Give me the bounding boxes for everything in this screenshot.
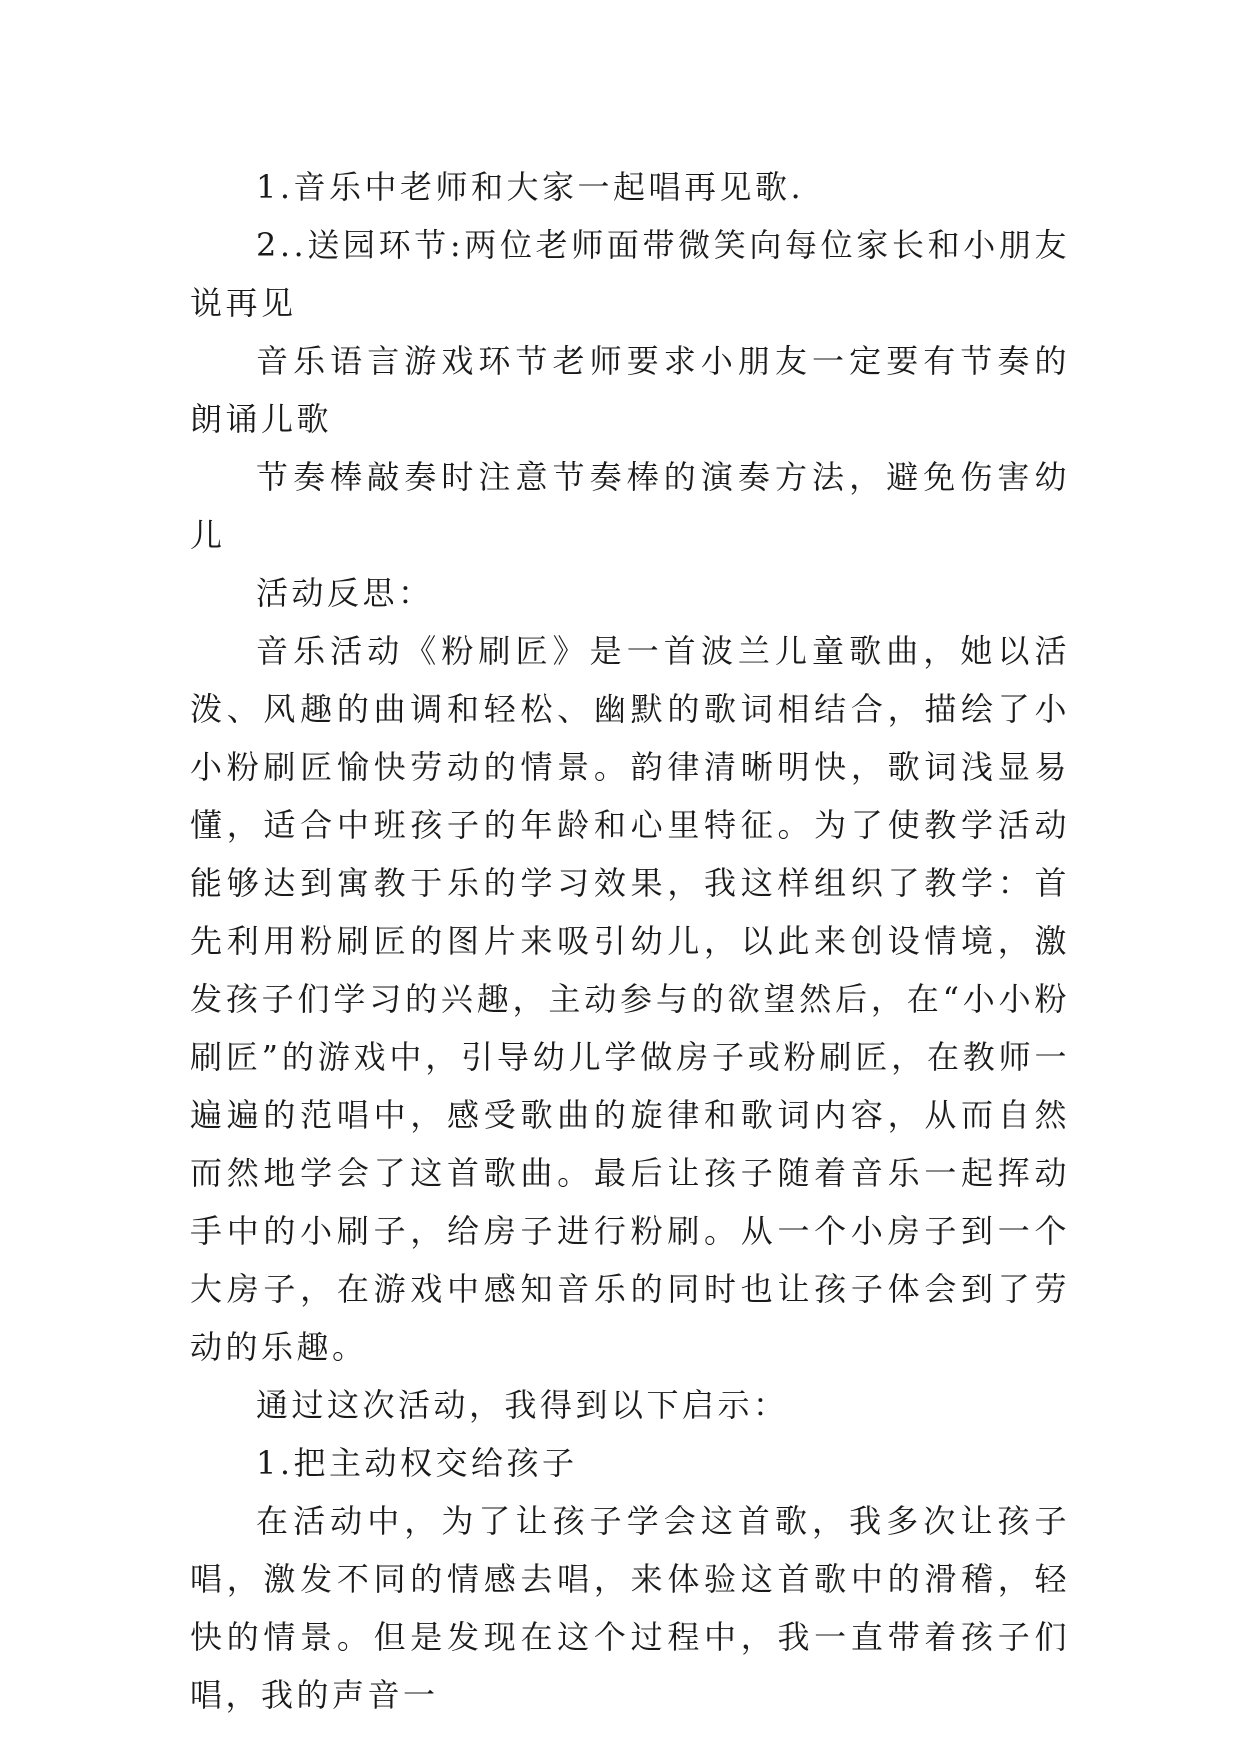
document-body — [190, 158, 1070, 1724]
paragraph-7: 通过这次活动，我得到以下启示： — [256, 1386, 789, 1424]
paragraph-5-heading: 活动反思： — [256, 574, 434, 612]
paragraph-2: 2..送园环节:两位老师面带微笑向每位家长和小朋友说再见 — [190, 226, 1070, 322]
paragraph-8: 1.把主动权交给孩子 — [256, 1444, 578, 1482]
paragraph-1: 1.音乐中老师和大家一起唱再见歌. — [256, 168, 805, 206]
paragraph-4: 节奏棒敲奏时注意节奏棒的演奏方法，避免伤害幼儿 — [190, 458, 1070, 554]
paragraph-3: 音乐语言游戏环节老师要求小朋友一定要有节奏的朗诵儿歌 — [190, 342, 1070, 438]
paragraph-6: 音乐活动《粉刷匠》是一首波兰儿童歌曲，她以活泼、风趣的曲调和轻松、幽默的歌词相结合，描绘了小小粉刷匠愉快劳动的情景。韵律清晰明快，歌词浅显易懂，适合中班孩子的年龄和心里特征。为了使教学活动能够达到寓教于乐的学习效果，我这样组织了教学：首先利用粉刷匠的图片来吸引幼儿，以此来创设情境，激发孩子们学习的兴趣，主动参与的欲望然后，在“小小粉刷匠”的游戏中，引导幼儿学做房子或粉刷匠，在教师一遍遍的范唱中，感受歌曲的旋律和歌词内容，从而自然而然地学会了这首歌曲。最后让孩子随着音乐一起挥动手中的小刷子，给房子进行粉刷。从一个小房子到一个大房子，在游戏中感知音乐的同时也让孩子体会到了劳动的乐趣。 — [190, 632, 1070, 1366]
paragraph-9: 在活动中，为了让孩子学会这首歌，我多次让孩子唱，激发不同的情感去唱，来体验这首歌中的滑稽，轻快的情景。但是发现在这个过程中，我一直带着孩子们唱，我的声音一 — [190, 1502, 1070, 1714]
